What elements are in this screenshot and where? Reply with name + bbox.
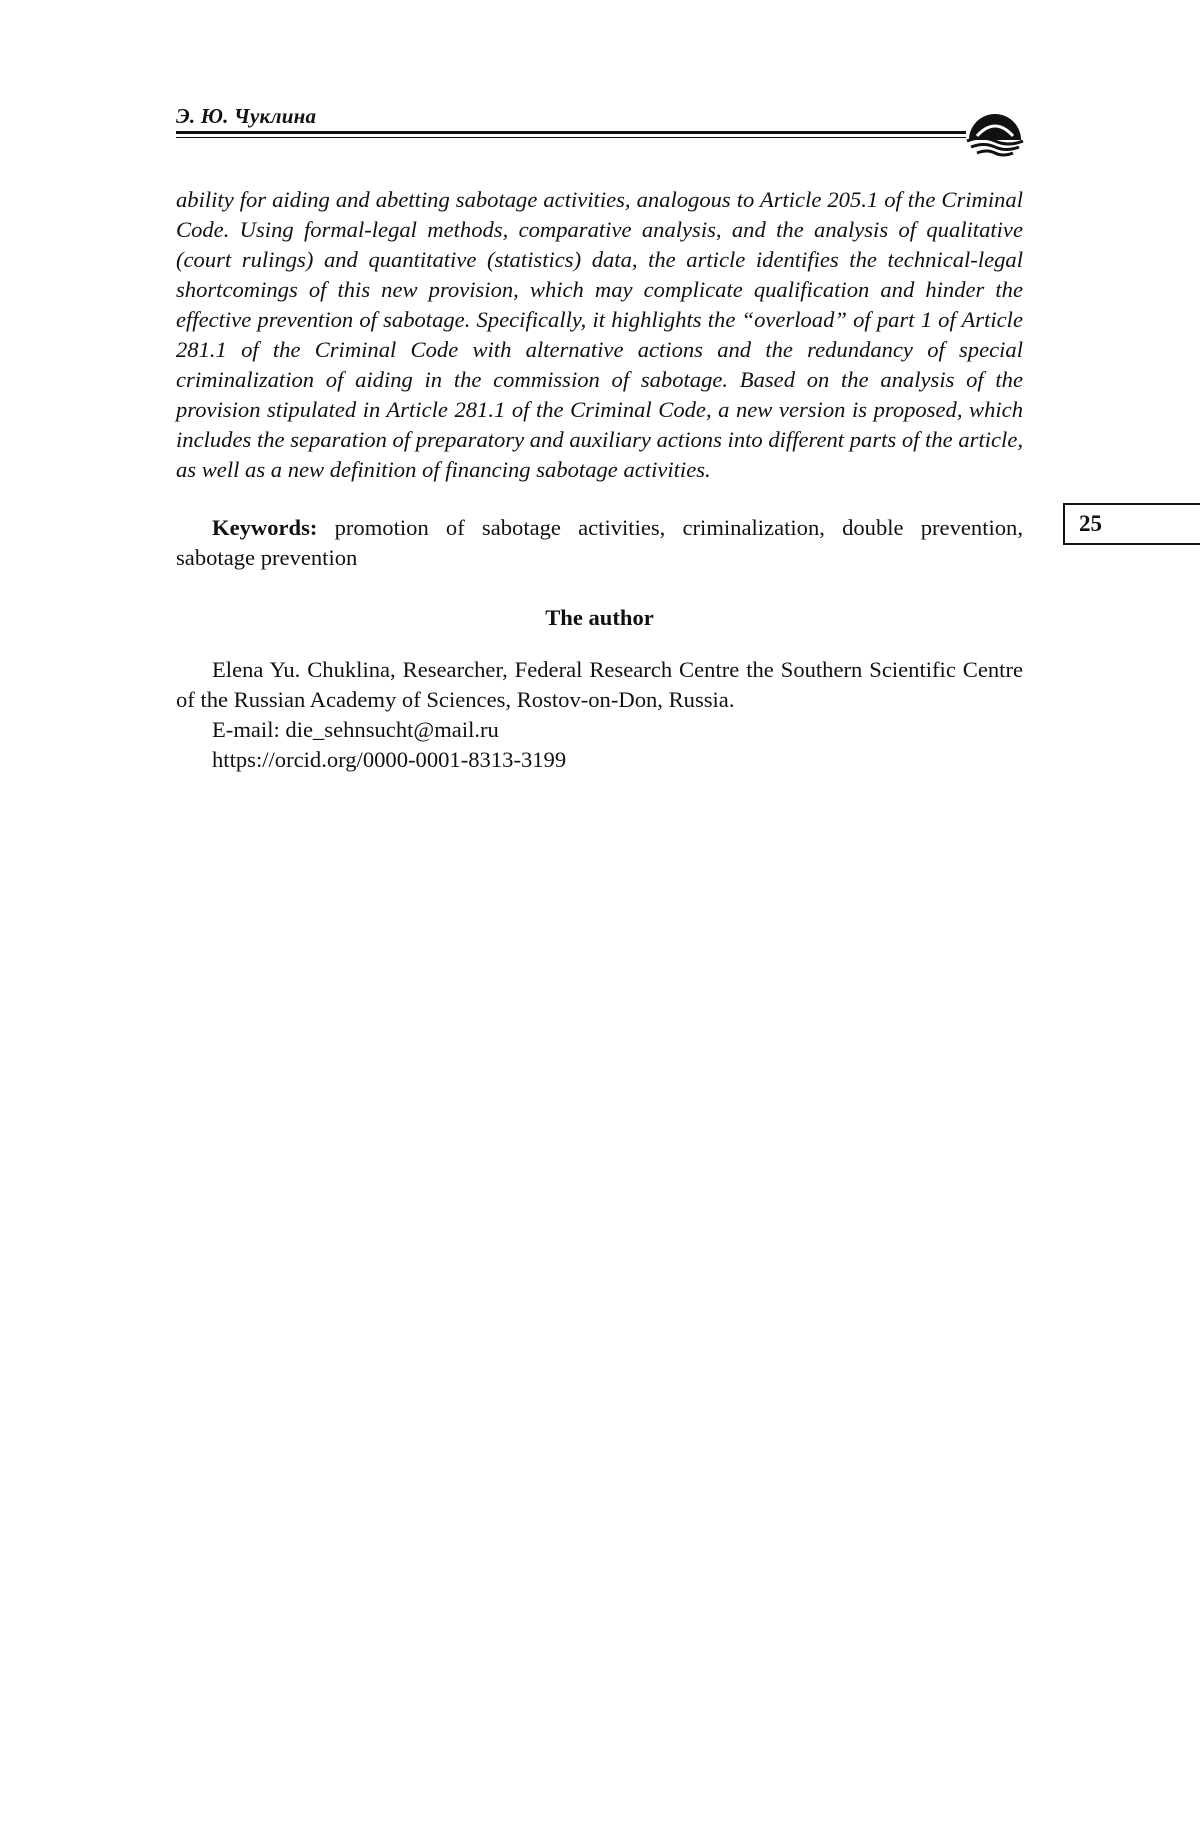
- keywords-paragraph: [176, 513, 1023, 573]
- page-number: 25: [1079, 511, 1102, 536]
- header-rule-thick: [176, 131, 966, 134]
- keywords-text: promotion of sabotage activities, criminalization, double prevention, sabotage prevention: [176, 515, 1023, 570]
- page-number-box: [1063, 503, 1200, 545]
- running-head: Э. Ю. Чуклина: [176, 104, 317, 128]
- keywords-label: Keywords:: [212, 515, 318, 540]
- author-bio: Elena Yu. Chuklina, Researcher, Federal Research Centre the Southern Scientific Centre of the Russian Academy of Sciences, Rostov-on-Don, Russia.: [176, 657, 1023, 712]
- journal-logo-icon: [962, 104, 1028, 164]
- author-email: E-mail: die_sehnsucht@mail.ru: [212, 717, 499, 742]
- abstract-text: ability for aiding and abetting sabotage activities, analogous to Article 205.1 of the Criminal Code. Using formal-legal methods, comparative analysis, and the analysis of qualitative (court rulings) and quantitative (statistics) data, the article identifies the technical-legal shortcomings of this new provision, which may complicate qualification and hinder the effective prevention of sabotage. Specifically, it highlights the “overload” of part 1 of Article 281.1 of the Criminal Code with alternative actions and the redundancy of special criminalization of aiding in the commission of sabotage. Based on the analysis of the provision stipulated in Article 281.1 of the Criminal Code, a new version is proposed, which includes the separation of preparatory and auxiliary actions into different parts of the article, as well as a new definition of financing sabotage activities.: [176, 187, 1023, 482]
- author-info: [176, 655, 1023, 775]
- header-rule-thin: [176, 137, 966, 138]
- author-orcid: https://orcid.org/0000-0001-8313-3199: [212, 747, 567, 772]
- author-section-title: The author: [545, 605, 654, 630]
